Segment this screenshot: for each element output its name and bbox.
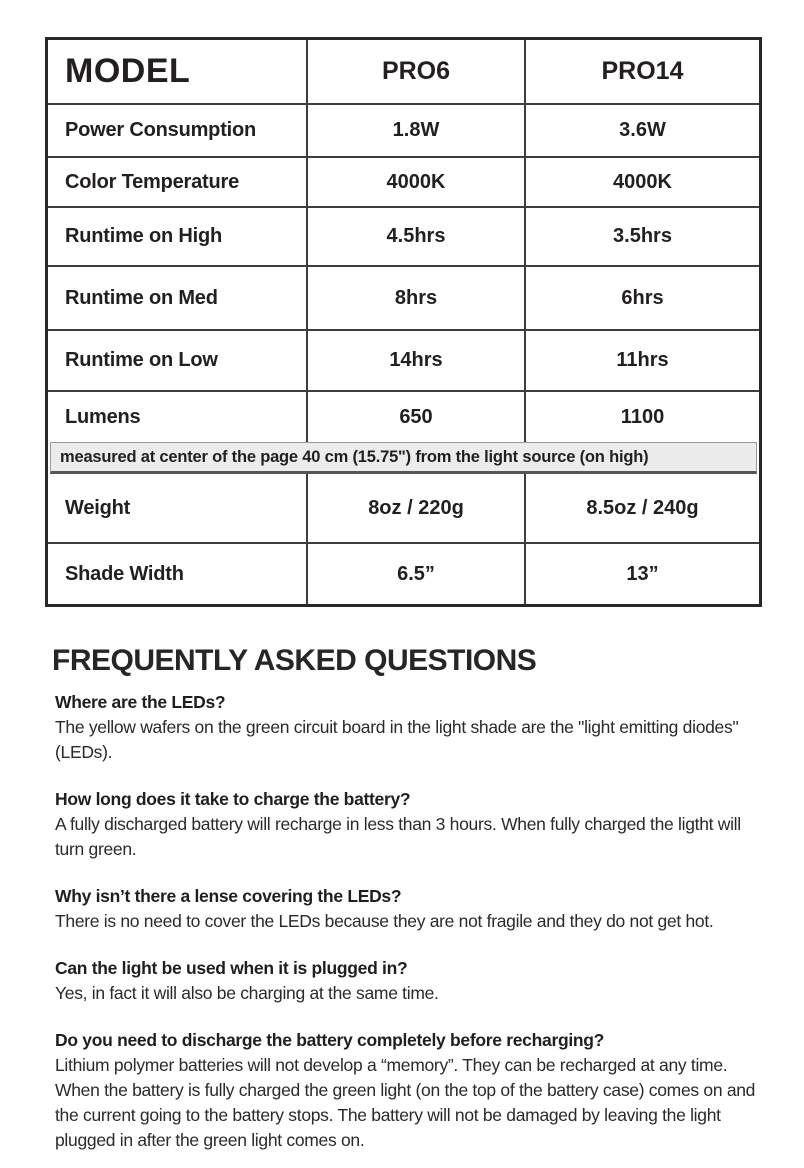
faq-title: FREQUENTLY ASKED QUESTIONS xyxy=(52,644,537,677)
table-row xyxy=(48,265,759,329)
measurement-note: measured at center of the page 40 cm (15.75") from the light source (on high) xyxy=(50,442,757,474)
table-row xyxy=(48,156,759,206)
faq-item xyxy=(55,787,768,862)
faq-answer: Yes, in fact it will also be charging at the same time. xyxy=(55,983,439,1003)
faq-question: How long does it take to charge the battery? xyxy=(55,789,411,809)
faq-question: Can the light be used when it is plugged in? xyxy=(55,958,408,978)
faq-item xyxy=(55,690,768,765)
spec-value-pro14: 11hrs xyxy=(524,331,759,390)
spec-value-pro14: 8.5oz / 240g xyxy=(524,474,759,542)
spec-table xyxy=(45,37,762,607)
faq-question: Where are the LEDs? xyxy=(55,692,226,712)
spec-value-pro14: 13” xyxy=(524,544,759,604)
faq-item xyxy=(55,884,768,934)
spec-value-pro6: 6.5” xyxy=(306,544,524,604)
faq-item xyxy=(55,956,768,1006)
table-row xyxy=(48,474,759,542)
spec-value-pro6: 8oz / 220g xyxy=(306,474,524,542)
spec-value-pro14: 6hrs xyxy=(524,267,759,329)
pro6-header-cell: PRO6 xyxy=(306,40,524,103)
table-row xyxy=(48,206,759,265)
spec-value-pro6: 1.8W xyxy=(306,105,524,156)
spec-label: Runtime on Med xyxy=(65,286,218,309)
table-row xyxy=(48,103,759,156)
spec-value-pro6: 650 xyxy=(306,392,524,442)
spec-value-pro6: 4.5hrs xyxy=(306,208,524,265)
model-header-cell: MODEL xyxy=(65,52,191,90)
faq-section xyxy=(52,644,768,1168)
table-header-row xyxy=(48,40,759,103)
spec-label: Runtime on Low xyxy=(65,349,218,371)
spec-value-pro6: 14hrs xyxy=(306,331,524,390)
spec-value-pro14: 3.6W xyxy=(524,105,759,156)
faq-answer: There is no need to cover the LEDs because they are not fragile and they do not get hot. xyxy=(55,911,714,931)
spec-label: Shade Width xyxy=(65,562,184,585)
faq-answer: The yellow wafers on the green circuit board in the light shade are the "light emitting diodes" (LEDs). xyxy=(55,717,739,762)
spec-value-pro14: 1100 xyxy=(524,392,759,442)
table-row xyxy=(48,542,759,604)
table-row xyxy=(48,329,759,390)
spec-label: Color Temperature xyxy=(65,170,240,193)
spec-label: Runtime on High xyxy=(65,225,222,247)
spec-label: Weight xyxy=(65,496,131,519)
measurement-note-row xyxy=(48,442,759,474)
faq-question: Do you need to discharge the battery completely before recharging? xyxy=(55,1030,605,1050)
spec-value-pro6: 4000K xyxy=(306,158,524,206)
faq-item xyxy=(55,1028,768,1153)
faq-question: Why isn’t there a lense covering the LEDs? xyxy=(55,886,402,906)
table-row xyxy=(48,390,759,442)
spec-value-pro14: 4000K xyxy=(524,158,759,206)
spec-value-pro14: 3.5hrs xyxy=(524,208,759,265)
spec-label: Power Consumption xyxy=(65,119,257,141)
spec-label: Lumens xyxy=(65,405,141,428)
pro14-header-cell: PRO14 xyxy=(524,40,759,103)
faq-answer: A fully discharged battery will recharge in less than 3 hours. When fully charged the ligtht will turn green. xyxy=(55,814,741,859)
faq-answer: Lithium polymer batteries will not develop a “memory”. They can be recharged at any time. When the battery is fully charged the green light (on the top of the battery case) comes on and the current going to the battery stops. The battery will not be damaged by leaving the light plugged in after the green light comes on. xyxy=(55,1055,756,1150)
spec-value-pro6: 8hrs xyxy=(306,267,524,329)
